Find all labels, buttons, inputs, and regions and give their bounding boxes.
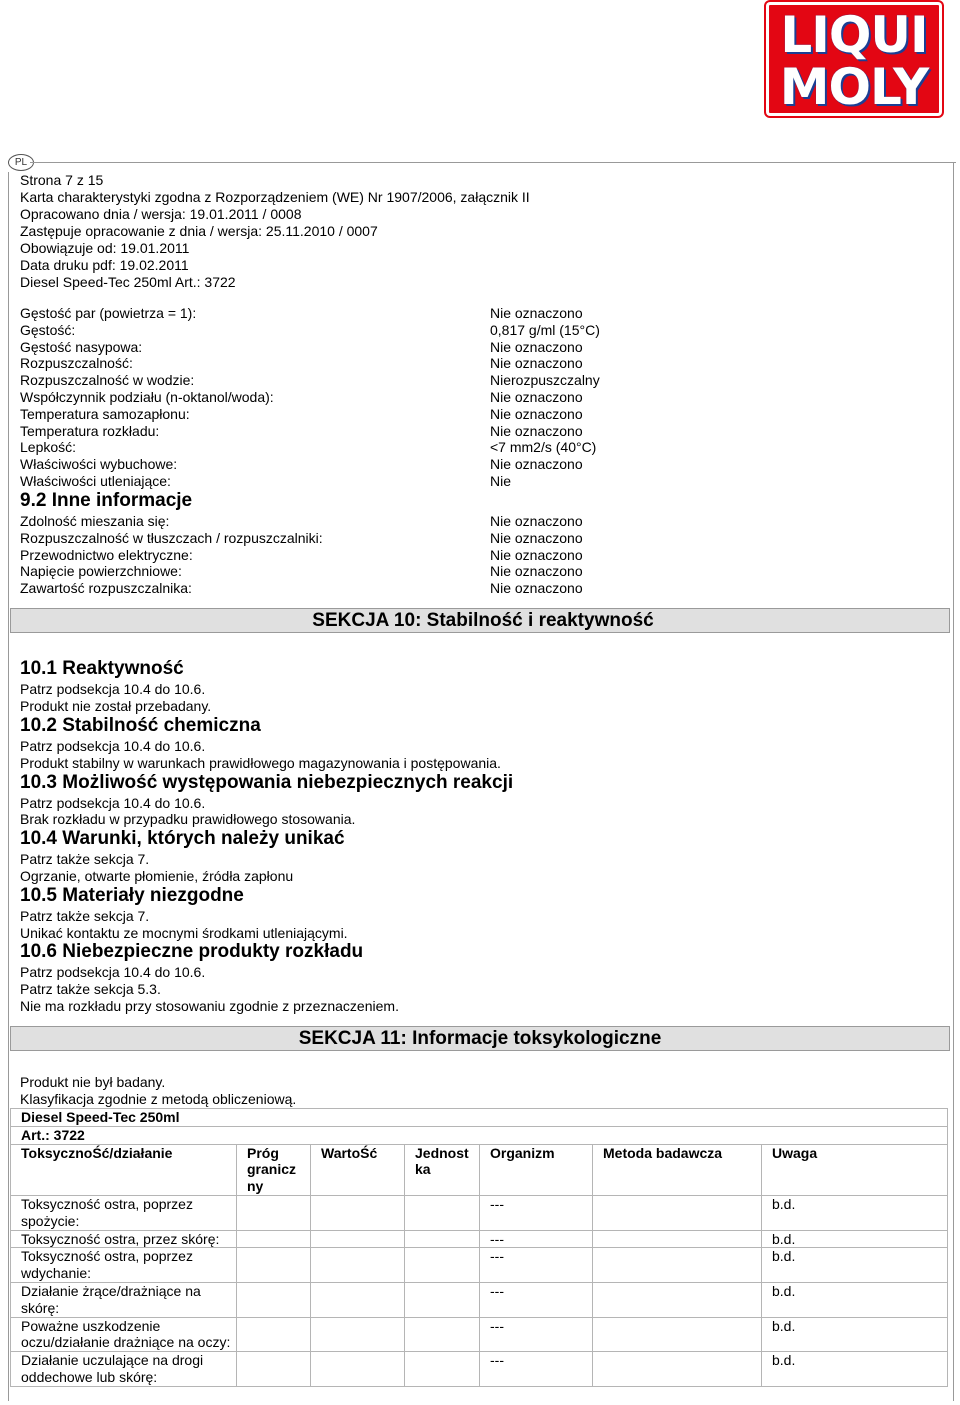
heading-10-1: 10.1 Reaktywność [20,658,184,679]
page-frame-top [30,162,956,163]
language-badge: PL [8,154,34,171]
column-header: ToksycznoŚć/działanie [11,1144,237,1195]
property-row [20,580,920,597]
property-value: Nie oznaczono [490,305,583,321]
text-line: Patrz także sekcja 7. [20,851,150,867]
organism-cell: --- [480,1282,593,1317]
property-row [20,372,920,389]
properties-list-9-2 [20,513,920,597]
column-header: Jednost ka [405,1144,480,1195]
page-frame-right [953,162,954,1401]
property-label: Gęstość nasypowa: [20,338,143,355]
heading-9-2: 9.2 Inne informacje [20,490,193,511]
property-label: Rozpuszczalność w tłuszczach / rozpuszczalniki: [20,529,323,546]
property-row [20,355,920,372]
column-header: Uwaga [762,1144,948,1195]
header-line: Diesel Speed-Tec 250ml Art.: 3722 [20,274,236,290]
property-label: Temperatura rozkładu: [20,422,160,439]
text-line: Patrz także sekcja 7. [20,908,150,924]
property-label: Rozpuszczalność w wodzie: [20,372,195,389]
effect-cell: Poważne uszkodzenie oczu/działanie drażniące na oczy: [11,1317,237,1352]
header-line: Karta charakterystyki zgodna z Rozporządzeniem (WE) Nr 1907/2006, załącznik II [20,189,530,205]
property-label: Lepkość: [20,439,77,456]
table-header-row [11,1144,948,1195]
property-label: Gęstość par (powietrza = 1): [20,305,197,321]
effect-cell: Toksyczność ostra, poprzez wdychanie: [11,1248,237,1283]
table-row [11,1282,948,1317]
property-row [20,439,920,456]
section-10-bar [10,608,950,633]
property-label: Współczynnik podziału (n-oktanol/woda): [20,388,274,405]
text-line: Ogrzanie, otwarte płomienie, źródła zapłonu [20,868,294,884]
property-value: Nie oznaczono [490,405,583,422]
heading-10-6: 10.6 Niebezpieczne produkty rozkładu [20,941,364,962]
property-label: Zawartość rozpuszczalnika: [20,580,192,597]
property-value: Nie oznaczono [490,355,583,372]
property-row [20,547,920,564]
property-value: Nie oznaczono [490,513,583,529]
column-header: Próg granicz ny [237,1144,311,1195]
effect-cell: Działanie uczulające na drogi oddechowe lub skórę: [11,1352,237,1387]
property-label: Napięcie powierzchniowe: [20,563,182,580]
page-frame-left [8,172,9,1401]
table-product-row [11,1109,948,1127]
heading-10-2: 10.2 Stabilność chemiczna [20,715,261,736]
property-row [20,563,920,580]
property-value: Nie oznaczono [490,388,583,405]
section-11-title: SEKCJA 11: Informacje toksykologiczne [298,1028,662,1049]
liqui-moly-logo [766,2,942,116]
column-header: Organizm [480,1144,593,1195]
document-header [20,172,530,291]
organism-cell: --- [480,1230,593,1248]
text-line: Unikać kontaktu ze mocnymi środkami utleniającymi. [20,925,348,941]
text-line: Patrz także sekcja 5.3. [20,981,161,997]
text-line: Patrz podsekcja 10.4 do 10.6. [20,795,206,811]
heading-10-5: 10.5 Materiały niezgodne [20,885,244,906]
property-value: Nie oznaczono [490,456,583,473]
property-label: Rozpuszczalność: [20,355,133,372]
text-line: Patrz podsekcja 10.4 do 10.6. [20,964,206,980]
section-11-bar [10,1026,950,1051]
note-cell: b.d. [762,1352,948,1387]
note-cell: b.d. [762,1248,948,1283]
column-header: WartoŚć [311,1144,405,1195]
property-value: Nie oznaczono [490,529,583,546]
property-row [20,456,920,473]
property-value: Nie oznaczono [490,546,583,563]
properties-list-9-1 [20,305,920,490]
text-line: Patrz podsekcja 10.4 do 10.6. [20,681,206,697]
heading-10-3: 10.3 Możliwość występowania niebezpiecznych reakcji [20,772,514,793]
product-name: Diesel Speed-Tec 250ml [11,1109,948,1127]
header-line: Opracowano dnia / wersja: 19.01.2011 / 0008 [20,206,302,222]
property-row [20,339,920,356]
header-line: Strona 7 z 15 [20,172,104,188]
column-header: Metoda badawcza [593,1144,762,1195]
product-article: Art.: 3722 [11,1126,948,1144]
property-value: Nierozpuszczalny [490,372,600,389]
property-label: Przewodnictwo elektryczne: [20,546,193,563]
text-line: Produkt nie był badany. [20,1074,166,1090]
property-row [20,406,920,423]
property-row [20,389,920,406]
organism-cell: --- [480,1317,593,1352]
header-line: Data druku pdf: 19.02.2011 [20,257,189,273]
note-cell: b.d. [762,1230,948,1248]
property-row [20,513,920,530]
organism-cell: --- [480,1195,593,1230]
property-value: Nie oznaczono [490,580,583,597]
text-line: Klasyfikacja zgodnie z metodą obliczeniową. [20,1091,297,1107]
organism-cell: --- [480,1248,593,1283]
effect-cell: Toksyczność ostra, poprzez spożycie: [11,1195,237,1230]
property-value: Nie [490,472,512,489]
text-line: Produkt nie został przebadany. [20,698,212,714]
text-line: Produkt stabilny w warunkach prawidłowego magazynowania i postępowania. [20,755,501,771]
toxicology-table [10,1108,948,1387]
property-value: <7 mm2/s (40°C) [490,439,597,456]
property-value: Nie oznaczono [490,563,583,580]
note-cell: b.d. [762,1195,948,1230]
effect-cell: Działanie żrące/drażniące na skórę: [11,1282,237,1317]
header-line: Obowiązuje od: 19.01.2011 [20,240,190,256]
table-row [11,1352,948,1387]
heading-10-4: 10.4 Warunki, których należy unikać [20,828,345,849]
property-label: Temperatura samozapłonu: [20,405,190,422]
property-value: Nie oznaczono [490,338,583,355]
section-10-title: SEKCJA 10: Stabilność i reaktywność [312,610,654,631]
table-row [11,1248,948,1283]
text-line: Nie ma rozkładu przy stosowaniu zgodnie z przeznaczeniem. [20,998,399,1014]
property-row [20,530,920,547]
effect-cell: Toksyczność ostra, przez skórę: [11,1230,237,1248]
logo-line-1: LIQUI [780,6,928,64]
table-row [11,1317,948,1352]
property-row [20,322,920,339]
property-row [20,305,920,322]
text-line: Brak rozkładu w przypadku prawidłowego stosowania. [20,811,356,827]
property-row [20,473,920,490]
table-row [11,1230,948,1248]
note-cell: b.d. [762,1282,948,1317]
note-cell: b.d. [762,1317,948,1352]
logo-line-2: MOLY [779,58,929,116]
property-label: Właściwości utleniające: [20,472,171,489]
property-value: 0,817 g/ml (15°C) [490,321,600,338]
text-line: Patrz podsekcja 10.4 do 10.6. [20,738,206,754]
property-label: Zdolność mieszania się: [20,513,170,529]
table-product-row [11,1126,948,1144]
table-row [11,1195,948,1230]
header-line: Zastępuje opracowanie z dnia / wersja: 25.11.2010 / 0007 [20,223,378,239]
property-value: Nie oznaczono [490,422,583,439]
property-label: Gęstość: [20,321,76,338]
property-row [20,423,920,440]
organism-cell: --- [480,1352,593,1387]
property-label: Właściwości wybuchowe: [20,456,178,473]
